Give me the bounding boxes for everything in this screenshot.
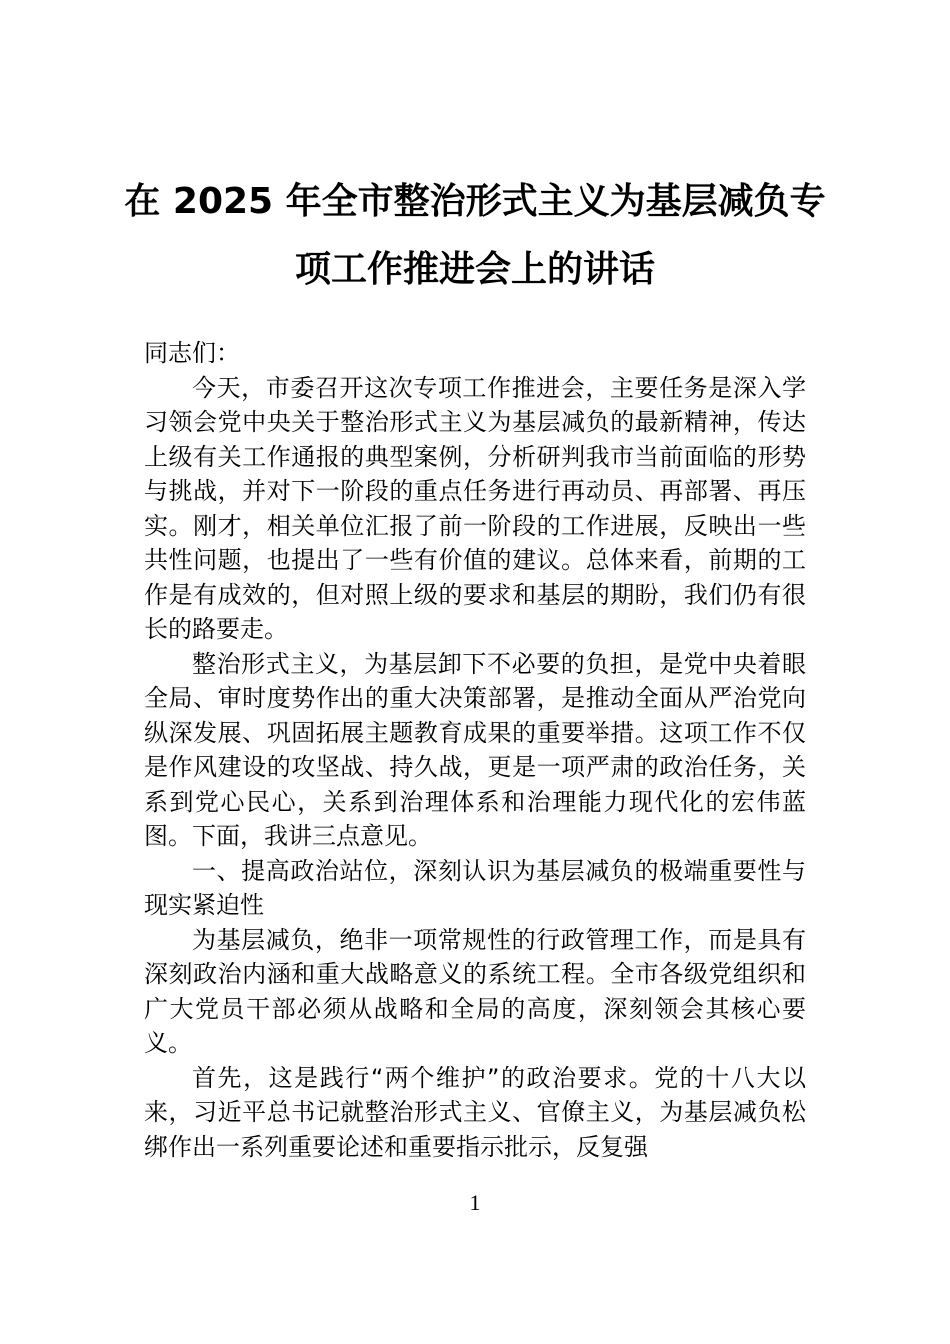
page-number: 1: [469, 1190, 481, 1215]
document-body: [144, 336, 806, 1164]
title-line-2: 项工作推进会上的讲话: [294, 249, 655, 290]
paragraph: 为基层减负，绝非一项常规性的行政管理工作，而是具有深刻政治内涵和重大战略意义的系统工程。全市各级党组织和广大党员干部必须从战略和全局的高度，深刻领会其核心要义。: [144, 925, 806, 1057]
paragraph: 今天，市委召开这次专项工作推进会，主要任务是深入学习领会党中央关于整治形式主义为基层减负的最新精神，传达上级有关工作通报的典型案例，分析研判我市当前面临的形势与挑战，并对下一阶段的重点任务进行再动员、再部署、再压实。刚才，相关单位汇报了前一阶段的工作进展，反映出一些共性问题，也提出了一些有价值的建议。总体来看，前期的工作是有成效的，但对照上级的要求和基层的期盼，我们仍有很长的路要走。: [144, 373, 806, 643]
section-heading: 一、提高政治站位，深刻认识为基层减负的极端重要性与现实紧迫性: [144, 856, 806, 919]
title-line-1: 在 2025 年全市整治形式主义为基层减负专: [124, 181, 826, 222]
paragraph: 整治形式主义，为基层卸下不必要的负担，是党中央着眼全局、审时度势作出的重大决策部署，是推动全面从严治党向纵深发展、巩固拓展主题教育成果的重要举措。这项工作不仅是作风建设的攻坚战、持久战，更是一项严肃的政治任务，关系到党心民心，关系到治理体系和治理能力现代化的宏伟蓝图。下面，我讲三点意见。: [144, 649, 806, 850]
paragraph: 首先，这是践行“两个维护”的政治要求。党的十八大以来，习近平总书记就整治形式主义、官僚主义，为基层减负松绑作出一系列重要论述和重要指示批示，反复强: [144, 1063, 806, 1161]
salutation: 同志们：: [144, 339, 240, 367]
document-title: [100, 168, 850, 304]
